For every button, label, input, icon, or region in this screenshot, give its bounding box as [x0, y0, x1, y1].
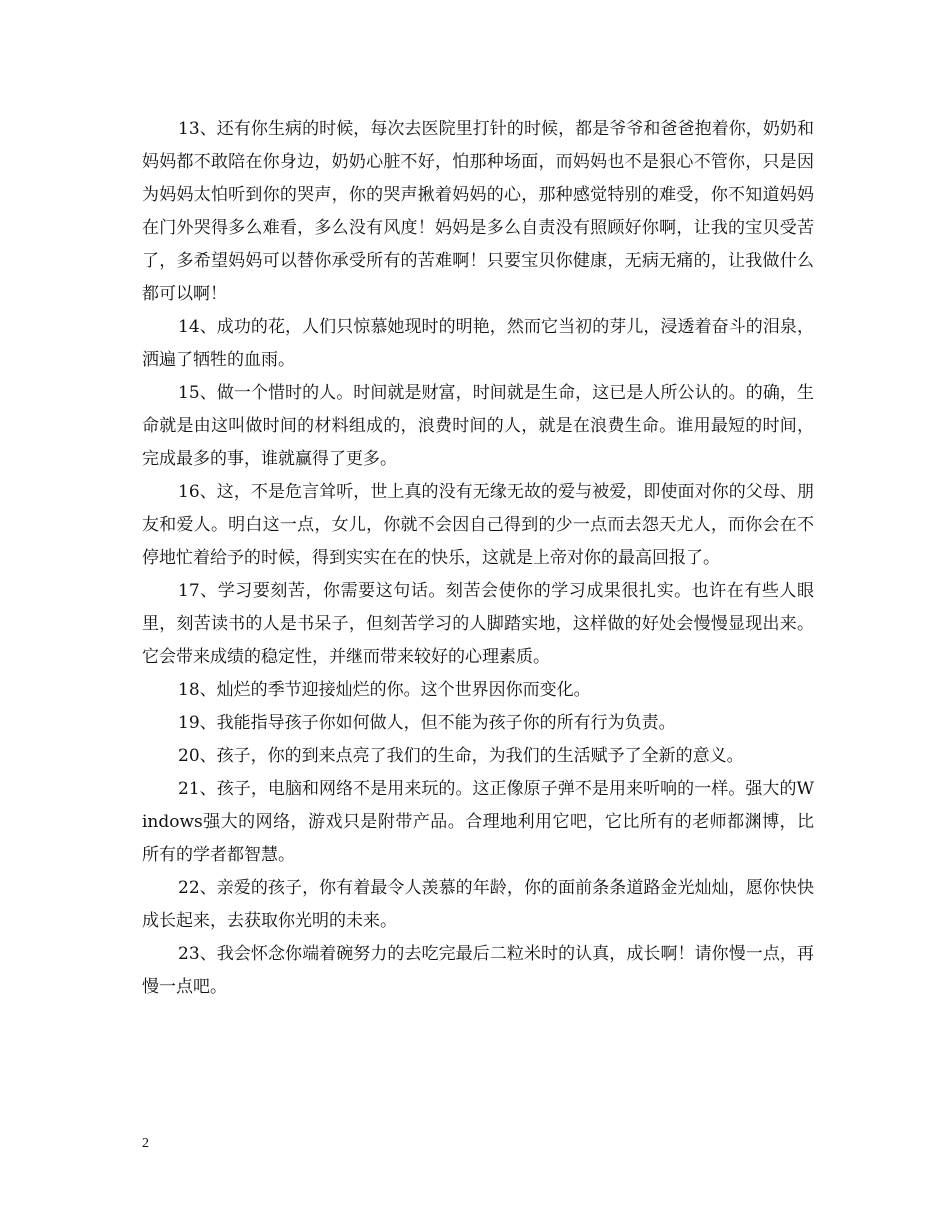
paragraph-19: 19、我能指导孩子你如何做人，但不能为孩子你的所有行为负责。: [178, 713, 676, 733]
page-number: 2: [142, 1136, 149, 1151]
paragraph-23: 23、我会怀念你端着碗努力的去吃完最后二粒米时的认真，成长啊！请你慢一点，再慢一点吧。: [142, 944, 814, 997]
paragraph-20: 20、孩子，你的到来点亮了我们的生命，为我们的生活赋予了全新的意义。: [178, 746, 744, 766]
paragraph-22: 22、亲爱的孩子，你有着最令人羡慕的年龄，你的面前条条道路金光灿灿，愿你快快成长起来，去获取你光明的未来。: [142, 878, 814, 931]
paragraph-13: 13、还有你生病的时候，每次去医院里打针的时候，都是爷爷和爸爸抱着你，奶奶和妈妈都不敢陪在你身边，奶奶心脏不好，怕那种场面，而妈妈也不是狠心不管你，只是因为妈妈太怕听到你的哭声，你的哭声揪着妈妈的心，那种感觉特别的难受，你不知道妈妈在门外哭得多么难看，多么没有风度！妈妈是多么自责没有照顾好你啊，让我的宝贝受苦了，多希望妈妈可以替你承受所有的苦难啊！只要宝贝你健康，无病无痛的，让我做什么都可以啊！: [142, 119, 814, 304]
paragraph-15: 15、做一个惜时的人。时间就是财富，时间就是生命，这已是人所公认的。的确，生命就是由这叫做时间的材料组成的，浪费时间的人，就是在浪费生命。谁用最短的时间，完成最多的事，谁就赢得了更多。: [142, 383, 814, 469]
paragraph-16: 16、这，不是危言耸听，世上真的没有无缘无故的爱与被爱，即使面对你的父母、朋友和爱人。明白这一点，女儿，你就不会因自己得到的少一点而去怨天尤人，而你会在不停地忙着给予的时候，得到实实在在的快乐，这就是上帝对你的最高回报了。: [142, 482, 814, 568]
paragraph-14: 14、成功的花，人们只惊慕她现时的明艳，然而它当初的芽儿，浸透着奋斗的泪泉，洒遍了牺牲的血雨。: [142, 317, 814, 370]
document-body: [142, 113, 814, 1004]
paragraph-18: 18、灿烂的季节迎接灿烂的你。这个世界因你而变化。: [178, 680, 591, 700]
paragraph-21: 21、孩子，电脑和网络不是用来玩的。这正像原子弹不是用来听响的一样。强大的Windows强大的网络，游戏只是附带产品。合理地利用它吧，它比所有的老师都渊博，比所有的学者都智慧。: [142, 779, 814, 865]
paragraph-17: 17、学习要刻苦，你需要这句话。刻苦会使你的学习成果很扎实。也许在有些人眼里，刻苦读书的人是书呆子，但刻苦学习的人脚踏实地，这样做的好处会慢慢显现出来。它会带来成绩的稳定性，并继而带来较好的心理素质。: [142, 581, 814, 667]
